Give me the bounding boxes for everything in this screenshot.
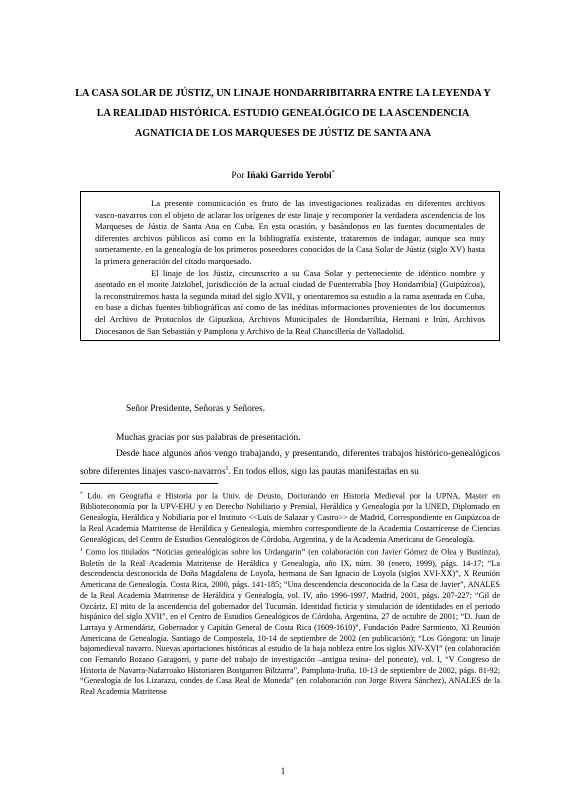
body-paragraph-2-end: . En todos ellos, sigo las pautas manifestadas en su	[228, 467, 419, 478]
body-paragraph-1: Muchas gracias por sus palabras de presentación.	[116, 433, 301, 443]
abstract-box	[80, 191, 500, 341]
footnotes	[80, 489, 500, 698]
footnote-ref-1: 1	[225, 466, 229, 472]
abstract-paragraph-2: El linaje de los Jústiz, circunscrito a su Casa Solar y perteneciente de idéntico nombre y asentado en el monte Jaizkibel, jurisdicción de la actual ciudad de Fuenterrabía [hoy Hondarribia] (Guipúzcoa), la reconstruiremos hasta la segunda mitad del siglo XVII, y orientaremos su estudio a la rama asentada en Cuba, en base a dichas fuentes bibliográficas así como de las inéditas informaciones provenientes de los documentos del Archivo de Protocolos de Gipuzkoa, Archivos Municipales de Hondarribia, Hernani e Irún, Archivos Diocesanos de San Sebastián y Pamplona y Archivo de la Real Chancillería de Valladolid.	[95, 267, 485, 336]
author-name: Iñaki Garrido Yerobi	[246, 171, 332, 182]
footnote-1-text: Como los titulados “Noticias genealógicas sobre los Urdangarin” (en colaboración con Javier Gómez de Olea y Bustinza), Boletín de la Real Academia Matritense de Heráldica y Genealogía, año IX, núm. 30 (enero, 1999), págs. 14-17; “La descendencia desconocida de Doña Magdalena de Loyola, hermana de San Ignacio de Loyola (siglos XVI-XX)”, X Reunión Americana de Genealogía. Costa Rica, 2000, págs. 141-185; “Una descendencia desconocida de la Casa de Javier”, ANALES de la Real Academia Matritense de Heráldica y Genealogía, vol. IV, año 1996-1997, Madrid, 2001, págs. 207-227; “Gil de Ozcáriz. El mito de la ascendencia del gobernador del Tucumán. Identidad ficticia y simulación de identidades en el periodo hispánico del siglo XVII”, en el Centro de Estudios Genealógicos de Córdoba, Argentina, 27 de octubre de 2001; “D. Juan de Larraya y Armendáriz, Gobernador y Capitán General de Costa Rica (1609-1610)”, Fundación Padre Sarmiento, XI Reunión Americana de Genealogía. Santiago de Compostela, 10-14 de septiembre de 2002 (en publicación); “Los Góngora: un linaje bajomedieval navarro. Nuevas aportaciones históricas al estudio de la baja nobleza entre los siglos XIV-XVI” (en colaboración con Fernando Bozano Garagorri, y parte del trabajo de investigación –antigua tesina- del ponente), vol. I, “V Congreso de Historia de Navarra-Nafarroako Historiaren Bostgarren Biltzarra”, Pamplona-Iruña, 10-13 de septiembre de 2002, págs. 81-92; “Genealogía de los Lizarazu, condes de Casa Real de Moneda” (en colaboración con Jorge Rivera Sánchez), ANALES de la Real Academia Matritense	[80, 547, 500, 697]
body-paragraph-2	[80, 447, 500, 480]
footnote-1	[80, 545, 500, 698]
footnote-star	[80, 489, 500, 545]
author-prefix: Por	[231, 171, 245, 182]
paper-title: LA CASA SOLAR DE JÚSTIZ, UN LINAJE HONDARRIBITARRA ENTRE LA LEYENDA Y LA REALIDAD HISTÓRICA. ESTUDIO GENEALÓGICO DE LA ASCENDENCIA AGNATICIA DE LOS MARQUESES DE JÚSTIZ DE SANTA ANA	[75, 88, 491, 139]
author-line	[0, 170, 566, 181]
page-number: 1	[280, 767, 286, 777]
footnote-separator	[80, 483, 218, 484]
footnote-1-mark: 1	[80, 547, 83, 554]
author-footnote-mark: *	[331, 170, 335, 176]
body-paragraph-2-start: Desde hace algunos años vengo trabajando, y presentando, diferentes trabajos histórico-genealógicos sobre diferentes linajes vasco-navarros	[80, 449, 500, 478]
salutation: Señor Presidente, Señoras y Señores.	[126, 404, 266, 414]
footnote-star-text: Ldo. en Geografía e Historia por la Univ. de Deusto, Doctorando en Historia Medieval por la UPNA, Master en Biblioteconomía por la UPV-EHU y en Derecho Nobiliario y Premial, Heráldica y Genealogía por la UNED, Diplomado en Genealogía, Heráldica y Nobiliaria por el Instituto <<Luis de Salazar y Castro>> de Madrid, Correspondiente en Guipúzcoa de la Real Academia Matritense de Heráldica y Genealogía, miembro correspondiente de la Academia Costarricense de Ciencias Genealógicas, del Centro de Estudios Genealógicos de Córdoba, Argentina, y de la Academia Americana de Genealogía.	[80, 491, 501, 544]
footnote-star-mark: *	[80, 491, 83, 497]
abstract-paragraph-1: La presente comunicación es fruto de las investigaciones realizadas en diferentes archivos vasco-navarros con el objeto de aclarar los orígenes de este linaje y recomponer la verdadera ascendencia de los Marqueses de Jústiz de Santa Ana en Cuba. En esta ocasión, y basándonos en las fuentes documentales de diferentes archivos públicos así como en la bibliografía existente, trataremos de indagar, aunque sea muy someramente, en la genealogía de los primeros poseedores conocidos de la Casa Solar de Jústiz (siglo XV) hasta la primera generación del citado marquesado.	[95, 198, 485, 266]
